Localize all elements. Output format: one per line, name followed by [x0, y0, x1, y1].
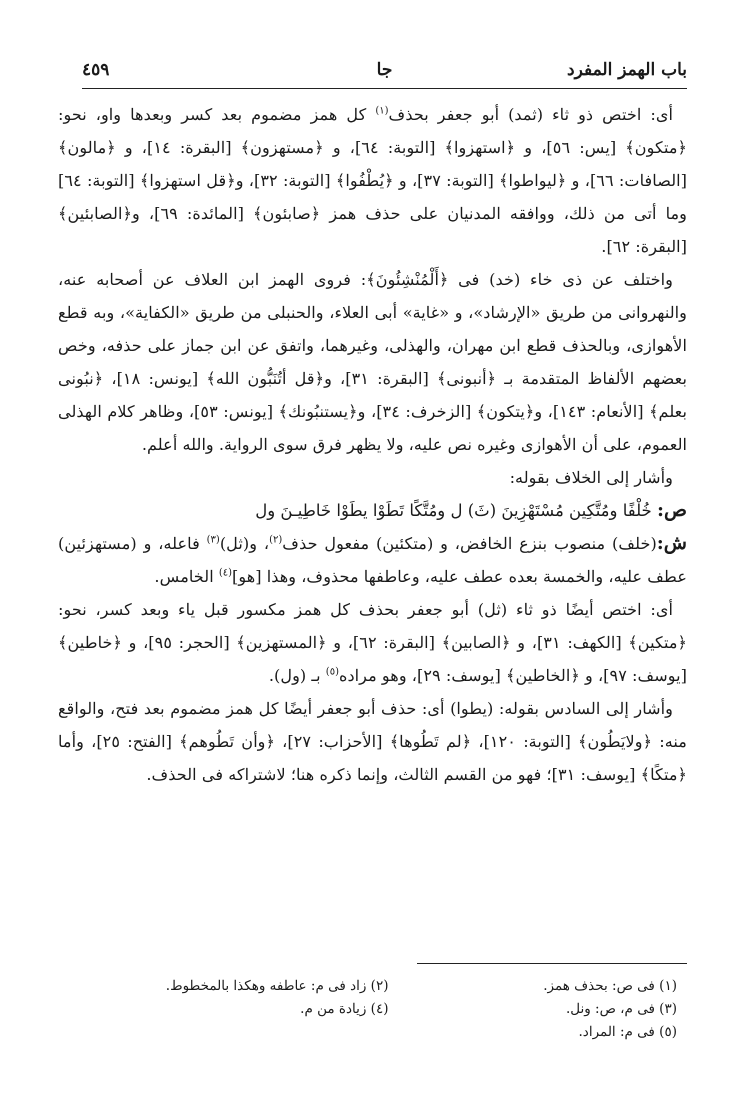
- paragraph-2: واختلف عن ذى خاء (خد) فى ﴿أَلْمُنْشِئُونَ﴾: فروى الهمز ابن العلاف عن أصحابه عنه، والنهروانى من طريق «الإرشاد»، و «غاية» أبى العلاء، والحنبلى من طريق «الكفاية»، وبه قطع الأهوازى، وبالحذف قطع ابن مهران، والهذلى، وغيرهما، واتفق عن ابن جماز على حذفه، وخص بعضهم الألفاظ المتقدمة بـ ﴿أنبونى﴾ [البقرة: ٣١]، و﴿قل أتُنَبُّون الله﴾ [يونس: ١٨]، ﴿نبُونى بعلم﴾ [الأنعام: ١٤٣]، و﴿يتكون﴾ [الزخرف: ٣٤]، و﴿يستنبُونك﴾ [يونس: ٥٣]، وظاهر كلام الهذلى العموم، على أن الأهوازى وغيره نص عليه، ولا يظهر فرق سوى الرواية. والله أعلم.: [58, 270, 687, 454]
- verse-line: [58, 494, 687, 527]
- footnote-ref-1: (١): [375, 105, 389, 117]
- footnote-1: (١) فى ص: بحذف همز.: [543, 978, 677, 994]
- paragraph-5: وأشار إلى السادس بقوله: (يطوا) أى: حذف أبو جعفر أيضًا كل همز مضموم بعد فتح، والواقع منه: ﴿ولايَطُون﴾ [التوبة: ١٢٠]، ﴿لم تَطُوها﴾ [الأحزاب: ٢٧]، ﴿وأن تَطُوهم﴾ [الفتح: ٢٥]، وأما ﴿متكًا﴾ [يوسف: ٣١]؛ فهو من القسم الثالث، وإنما ذكره هنا؛ لاشتراكه فى الحذف.: [58, 699, 687, 784]
- chapter-title: باب الهمز المفرد: [567, 60, 687, 80]
- footnote-empty: [100, 1021, 389, 1044]
- footnote-ref-2: (٢): [269, 534, 283, 546]
- verse-text: خُلْفًا ومُتَّكِين مُسْتَهْزِينَ (ثَ) ل ومُتَّكًا تَطَوْا يطَوْا خَاطِيـنَ ول: [255, 501, 652, 520]
- footnote-ref-3: (٣): [206, 534, 220, 546]
- verse-label: ص:: [657, 499, 687, 521]
- footnote-2: (٢) زاد فى م: عاطفه وهكذا بالمخطوط.: [165, 978, 389, 994]
- main-text: [58, 98, 687, 791]
- footnote-divider: [417, 963, 687, 964]
- page-number: ٤٥٩: [82, 60, 110, 80]
- footnote-row: [100, 998, 677, 1021]
- paragraph-4: أى: اختص أيضًا ذو ثاء (ثل) أبو جعفر بحذف كل همز مكسور قبل ياء وبعد كسر، نحو: ﴿متكين﴾ [الكهف: ٣١]، و ﴿الصابين﴾ [البقرة: ٦٢]، و ﴿المستهزين﴾ [الحجر: ٩٥]، و ﴿خاطين﴾ [يوسف: ٩٧]، و ﴿الخاطين﴾ [يوسف: ٢٩]، وهو مراده$^{(٥)}$ بـ (ول).: [58, 600, 687, 685]
- paragraph-1: أى: اختص ذو ثاء (ثمد) أبو جعفر بحذف$^{(١)}$ كل همز مضموم بعد كسر وبعدها واو، نحو: ﴿متكون﴾ [يس: ٥٦]، و ﴿استهزوا﴾ [التوبة: ٦٤]، و ﴿مستهزون﴾ [البقرة: ١٤]، و ﴿مالون﴾ [الصافات: ٦٦]، و ﴿ليواطوا﴾ [التوبة: ٣٧]، و ﴿يُطْفُوا﴾ [التوبة: ٣٢]، و﴿قل استهزوا﴾ [التوبة: ٦٤] وما أتى من ذلك، ووافقه المدنيان على حذف همز ﴿صابئون﴾ [المائدة: ٦٩]، و﴿الصابئين﴾ [البقرة: ٦٢].: [58, 105, 687, 256]
- footnote-4: (٤) زيادة من م.: [300, 1001, 389, 1017]
- footnote-5: (٥) فى م: المراد.: [578, 1024, 677, 1040]
- paragraph-3: وأشار إلى الخلاف بقوله:: [509, 468, 673, 487]
- footnote-3: (٣) فى م، ص: ونل.: [565, 1001, 677, 1017]
- commentary-label: ش:: [656, 532, 687, 554]
- footnote-ref-5: (٥): [325, 666, 339, 678]
- footnote-ref-4: (٤): [218, 567, 233, 579]
- commentary: ش:(خلف) منصوب بنزع الخافض، و (متكئين) مفعول حذف$^{(٢)}$، و(ثل)$^{(٣)}$ فاعله، و (مستهزئين) عطف عليه، والخمسة بعده عطف عليه، وعاطفها محذوف، وهذا [هو]$^{(٤)}$ الخامس.: [58, 532, 687, 586]
- footnote-row: [100, 1021, 677, 1044]
- footnote-row: [100, 975, 677, 998]
- page-header: [82, 56, 687, 89]
- volume-label: جا: [376, 60, 393, 80]
- footnotes: [100, 975, 677, 1044]
